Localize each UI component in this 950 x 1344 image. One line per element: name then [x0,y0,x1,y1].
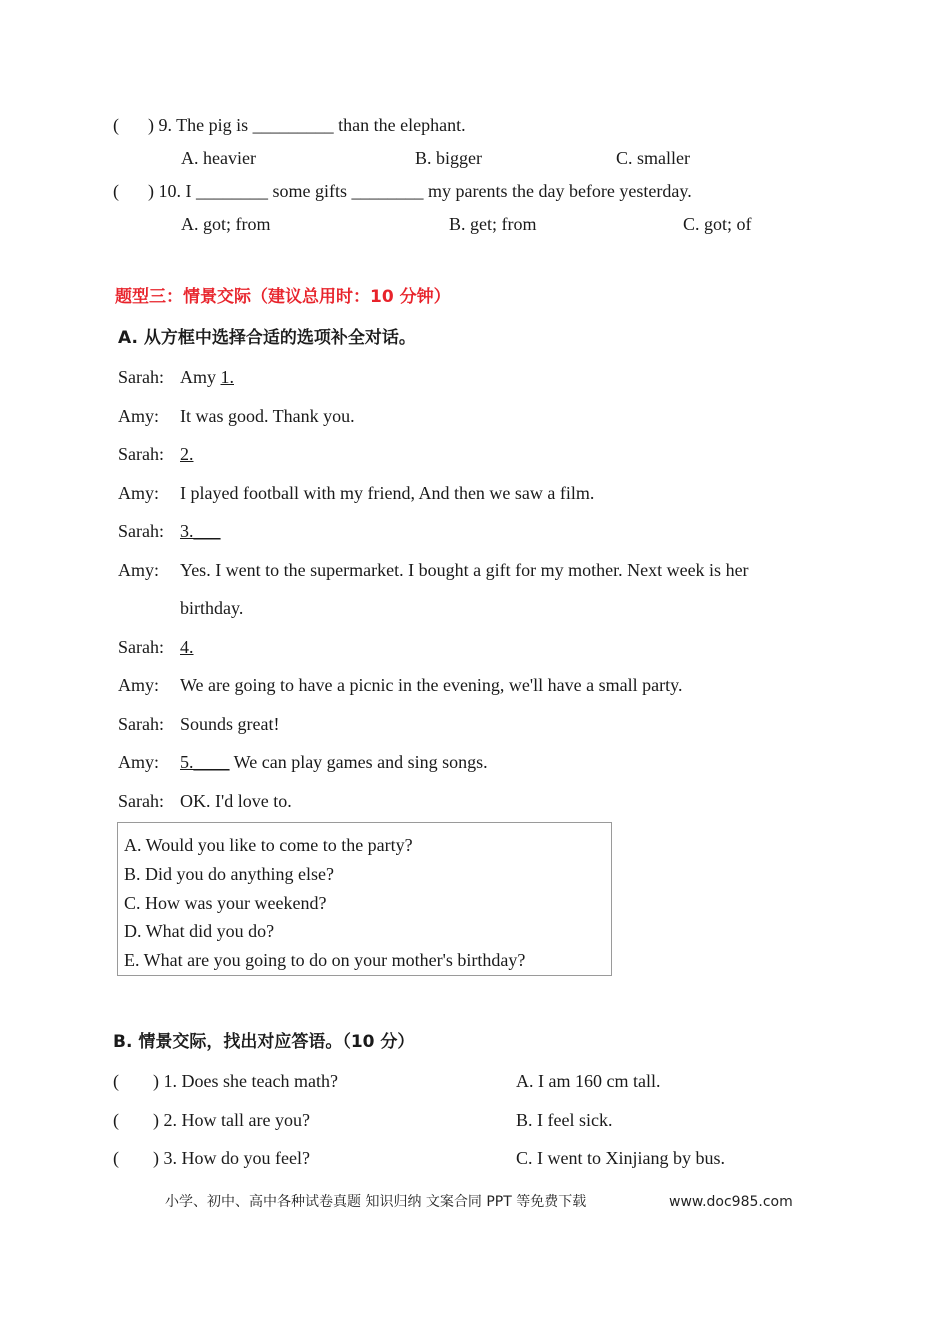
dialogue-line: It was good. Thank you. [180,406,355,426]
mc-q10-paren: ( [113,181,119,201]
dialogue-speaker: Amy: [118,560,160,580]
part-b-q2-paren: ( [113,1110,119,1130]
mc-q9-option-c: C. smaller [616,148,690,168]
dialogue-speaker: Sarah: [118,791,164,811]
part-b-q1-text: ) 1. Does she teach math? [153,1071,338,1091]
answer-blank-3[interactable]: 3.___ [180,521,221,541]
box-option-d: D. What did you do? [124,921,275,941]
dialogue-text: Amy [180,367,221,387]
mc-q10-stem: ) 10. I ________ some gifts ________ my parents the day before yesterday. [148,181,692,201]
dialogue-speaker: Amy: [118,406,160,426]
dialogue-speaker: Sarah: [118,444,164,464]
dialogue-line [180,443,194,465]
dialogue-speaker: Amy: [118,483,160,503]
mc-q9-paren: ( [113,115,119,135]
box-option-a: A. Would you like to come to the party? [124,835,413,855]
dialogue-line: Yes. I went to the supermarket. I bought a gift for my mother. Next week is her [180,560,749,580]
dialogue-line: Sounds great! [180,714,280,734]
part-b-heading: B. 情景交际，找出对应答语。（10 分） [113,1032,415,1052]
dialogue-line [180,636,194,658]
answer-blank-1[interactable]: 1. [220,367,234,387]
part-b-answer-c: C. I went to Xinjiang by bus. [516,1148,725,1168]
part-b-q2-text: ) 2. How tall are you? [153,1110,310,1130]
mc-q10-option-c: C. got; of [683,214,752,234]
mc-q9-option-b: B. bigger [415,148,482,168]
answer-blank-4[interactable]: 4. [180,637,194,657]
dialogue-speaker: Sarah: [118,521,164,541]
box-option-b: B. Did you do anything else? [124,864,334,884]
answer-blank-5[interactable]: 5.____ [180,752,230,772]
part-b-q3-text: ) 3. How do you feel? [153,1148,310,1168]
footer-url[interactable]: www.doc985.com [669,1194,793,1210]
part-b-q1-paren: ( [113,1071,119,1091]
dialogue-speaker: Amy: [118,675,160,695]
dialogue-line-continued: birthday. [180,598,244,618]
dialogue-line [180,366,234,388]
answer-blank-2[interactable]: 2. [180,444,194,464]
footer-text: 小学、初中、高中各种试卷真题 知识归纳 文案合同 PPT 等免费下载 [165,1194,587,1210]
part-a-heading: A. 从方框中选择合适的选项补全对话。 [118,328,416,348]
dialogue-speaker: Sarah: [118,714,164,734]
dialogue-speaker: Amy: [118,752,160,772]
dialogue-speaker: Sarah: [118,637,164,657]
part-b-q3-paren: ( [113,1148,119,1168]
part-b-answer-a: A. I am 160 cm tall. [516,1071,661,1091]
dialogue-line: OK. I'd love to. [180,791,292,811]
mc-q9-stem: ) 9. The pig is _________ than the elephant. [148,115,466,135]
mc-q9-option-a: A. heavier [181,148,256,168]
dialogue-line [180,751,488,773]
dialogue-line: We are going to have a picnic in the evening, we'll have a small party. [180,675,683,695]
dialogue-text: We can play games and sing songs. [229,752,488,772]
dialogue-line [180,520,221,542]
box-option-e: E. What are you going to do on your mother's birthday? [124,950,526,970]
box-option-c: C. How was your weekend? [124,893,327,913]
mc-q10-option-a: A. got; from [181,214,271,234]
section-title: 题型三：情景交际（建议总用时：10 分钟） [115,287,451,307]
mc-q10-option-b: B. get; from [449,214,537,234]
part-b-answer-b: B. I feel sick. [516,1110,613,1130]
dialogue-line: I played football with my friend, And then we saw a film. [180,483,595,503]
dialogue-speaker: Sarah: [118,367,164,387]
